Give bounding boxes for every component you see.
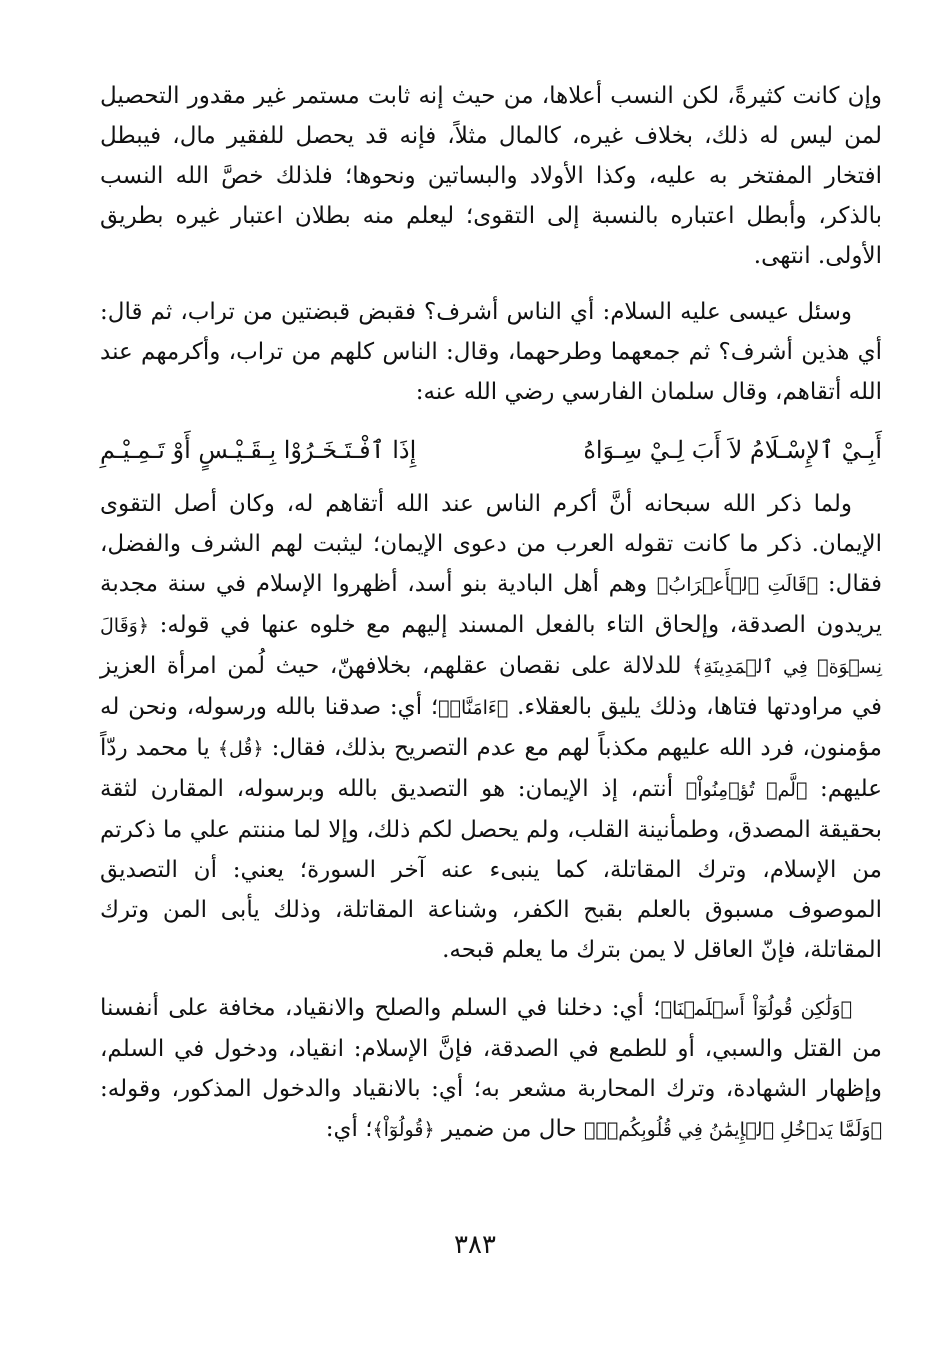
text-segment: حال من ضمير [434, 1116, 585, 1142]
text-segment: أنتم، إذ الإيمان: هو التصديق بالله وبرسوله، المقارن لثقة بحقيقة المصدق، وطمأنينة القلب، ولم يحصل لكم ذلك، وإلا لما مننتم علي ما ذكرتم من الإسلام، وترك المقاتلة، كما ينبىء عنه آخر السورة؛ يعني: أن التصديق الموصوف مسبوق بالعلم بقبح الكفر، وشناعة المقاتلة، وذلك يأبى المن وترك المقاتلة، فإنّ العاقل لا يمن بترك ما يعلم قبحه. [100, 776, 882, 963]
text-segment: ؛ أي: [325, 1116, 373, 1142]
quran-quote: ﴿قُل﴾ [217, 738, 264, 760]
text-segment: يا محمد ردّاً عليهم: [100, 735, 882, 802]
page-body [100, 70, 882, 1150]
poem-first-hemistich: أَبِـيْ ٱلإِسْـلَامُ لاَ أَبَ لِـيْ سِـوَاهُ [583, 436, 882, 464]
paragraph-islam-submission [100, 988, 882, 1150]
page-number: ٣٨٣ [454, 1230, 496, 1260]
quran-quote: ﴿ءَامَنَّاۖ﴾ [438, 697, 509, 719]
poem-second-hemistich: إِذَا ٱفْـتَـخَـرُوْا بِـقَـيْـسٍ أَوْ تَـمِـيْـمِ [100, 436, 417, 464]
text-segment: للدلالة على نقصان عقلهم، بخلافهنّ، حيث لُمن امرأة العزيز في مراودتها فتاها، وذلك يليق بالعقلاء. [100, 653, 883, 720]
quran-quote: ﴿لَّمۡ تُؤۡمِنُواْ﴾ [685, 779, 808, 801]
text-segment: ولما ذكر الله سبحانه أنَّ أكرم الناس عند الله أتقاهم له، وكان أصل التقوى الإيمان. ذكر ما كانت تقوله العرب من دعوى الإيمان؛ ليثبت لهم الشرف والفضل، فقال: [100, 491, 882, 597]
text-segment: ؛ أي: صدقنا بالله ورسوله، ونحن له مؤمنون، فرد الله عليهم مكذباً لهم مع عدم التصريح بذلك، فقال: [100, 694, 882, 761]
paragraph-bedouins [100, 484, 882, 970]
quran-quote: ﴿قَالَتِ ٱلۡأَعۡرَابُ﴾ [656, 574, 819, 596]
paragraph-jesus-question: وسئل عيسى عليه السلام: أي الناس أشرف؟ فقبض قبضتين من تراب، ثم قال: أي هذين أشرف؟ ثم جمعهما وطرحهما، وقال: الناس كلهم من تراب، وأكرمهم عند الله أتقاهم، وقال سلمان الفارسي رضي الله عنه: [100, 299, 882, 405]
quran-quote: ﴿وَقَالَ نِسۡوَةٞ فِي ٱلۡمَدِينَةِ﴾ [100, 615, 882, 678]
quran-quote: ﴿وَلَمَّا يَدۡخُلِ ٱلۡإِيمَٰنُ فِي قُلُوبِكُمۡۖ﴾ [584, 1119, 882, 1141]
text-segment: وهم أهل البادية بنو أسد، أظهروا الإسلام في سنة مجدبة يريدون الصدقة، وإلحاق التاء بالفعل المسند إليهم مع خلوه عنها في قوله: [100, 571, 882, 638]
poem-verse [100, 428, 882, 476]
quran-quote: ﴿قُولُوٓاْ﴾ [372, 1119, 435, 1141]
paragraph-lineage: وإن كانت كثيرةً، لكن النسب أعلاها، من حيث إنه ثابت مستمر غير مقدور التحصيل لمن ليس له ذلك، بخلاف غيره، كالمال مثلاً، فإنه قد يحصل للفقير مال، فيبطل افتخار المفتخر به عليه، وكذا الأولاد والبساتين ونحوها؛ فلذلك خصَّ الله النسب بالذكر، وأبطل اعتباره بالنسبة إلى التقوى؛ ليعلم منه بطلان اعتبار غيره بطريق الأولى. انتهى. [100, 83, 882, 269]
text-segment: ؛ أي: دخلنا في السلم والصلح والانقياد، مخافة على أنفسنا من القتل والسبي، أو للطمع في الصدقة، فإنَّ الإسلام: انقياد، ودخول في السلم، وإظهار الشهادة، وترك المحاربة مشعر به؛ أي: بالانقياد والدخول المذكور، وقوله: [100, 995, 882, 1102]
quran-quote: ﴿وَلَٰكِن قُولُوٓاْ أَسۡلَمۡنَا﴾ [660, 998, 852, 1020]
